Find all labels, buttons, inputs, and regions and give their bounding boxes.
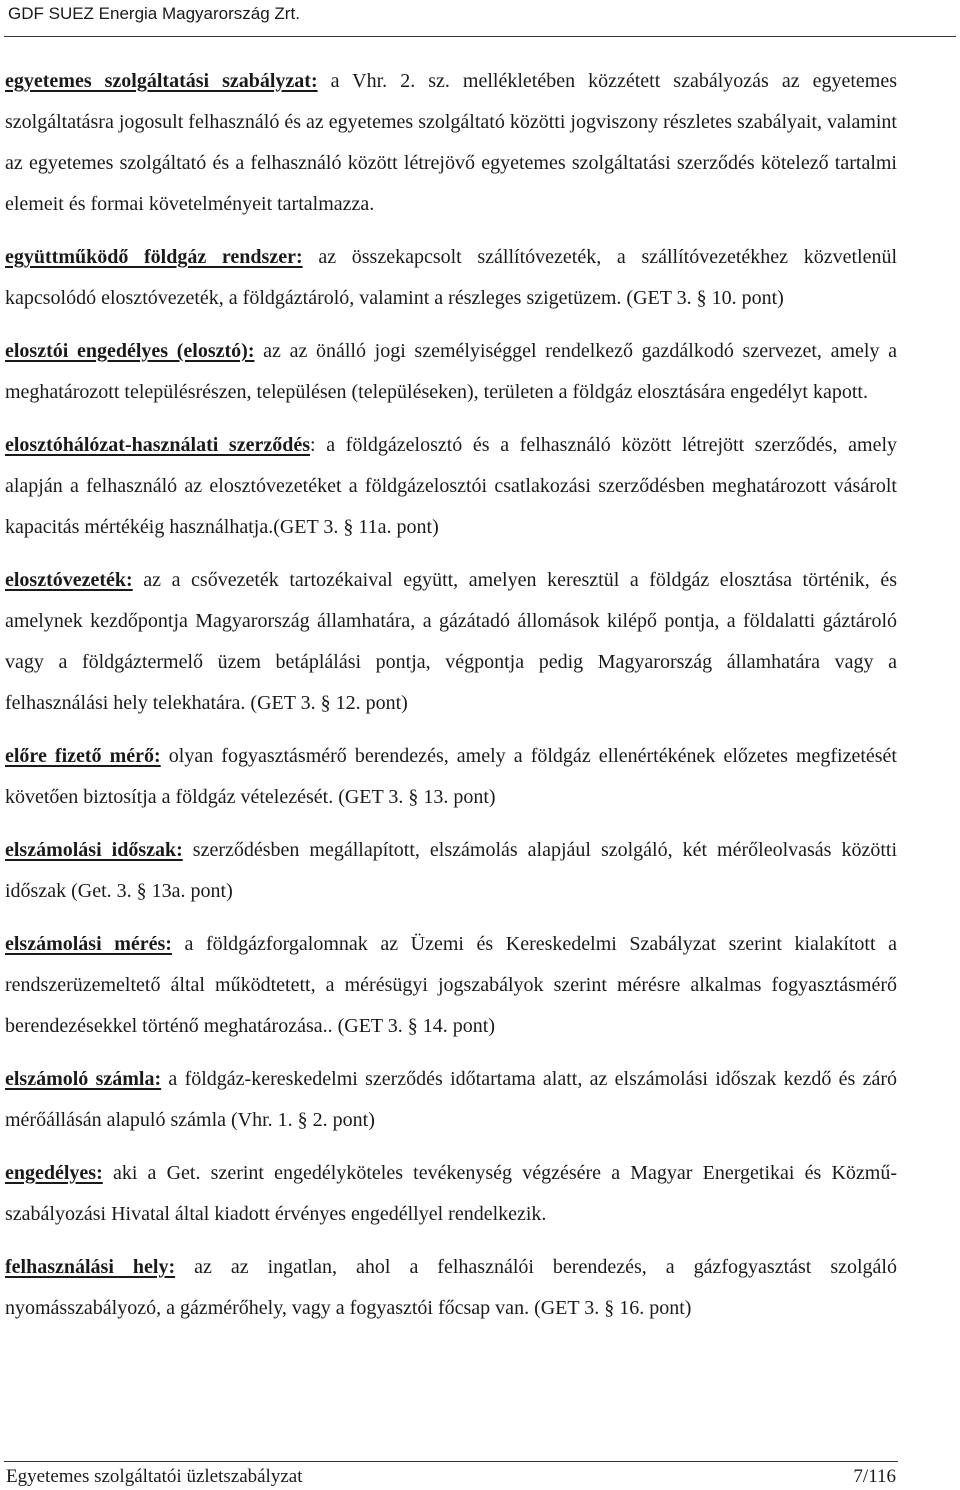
definition-term: elosztói engedélyes (elosztó): [5,340,255,362]
definition-term: felhasználási hely: [5,1256,176,1278]
definition-term: engedélyes: [5,1162,103,1184]
definition-text: aki a Get. szerint engedélyköteles tevékenység végzésére a Magyar Energetikai és Közmű-szabályozási Hivatal által kiadott érvényes engedéllyel rendelkezik. [5,1162,897,1225]
definition-text: a földgáz-kereskedelmi szerződés időtartama alatt, az elszámolási időszak kezdő és záró mérőállásán alapuló számla (Vhr. 1. § 2. pont) [5,1068,898,1131]
definition-paragraph [5,61,897,225]
company-name: GDF SUEZ Energia Magyarország Zrt. [8,4,300,23]
definition-paragraph [5,1059,897,1141]
definition-paragraph [5,560,897,724]
definition-paragraph [5,1153,897,1235]
page-number: 7/116 [853,1466,896,1487]
definition-paragraph [5,1247,897,1329]
definition-term: előre fizető mérő: [5,745,161,767]
definition-term: elszámoló számla: [5,1068,162,1090]
definition-text: olyan fogyasztásmérő berendezés, amely a földgáz ellenértékének előzetes megfizetését követően biztosítja a földgáz vételezését. (GET 3. § 13. pont) [5,745,897,808]
definition-term: elszámolási mérés: [5,933,172,955]
page-footer [4,1461,898,1490]
definition-text: a földgázforgalomnak az Üzemi és Kereskedelmi Szabályzat szerint kialakított a rendszerüzemeltető által működtetett, a mérésügyi jogszabályok szerint mérésre alkalmas fogyasztásmérő berendezésekkel történő meghatározása.. (GET 3. § 14. pont) [5,933,897,1037]
definition-term: együttműködő földgáz rendszer: [5,246,303,268]
definition-term: elosztóhálózat-használati szerződés [5,434,311,456]
document-body [5,61,897,1341]
definition-paragraph [5,331,897,413]
definition-term: elszámolási időszak: [5,839,183,861]
definition-term: elosztóvezeték: [5,569,133,591]
document-title: Egyetemes szolgáltatói üzletszabályzat [6,1466,303,1487]
definition-text: az az önálló jogi személyiséggel rendelkező gazdálkodó szervezet, amely a meghatározott településrészen, településen (településeken), területen a földgáz elosztására engedélyt kapott. [5,340,897,403]
definition-text: az összekapcsolt szállítóvezeték, a szállítóvezetékhez közvetlenül kapcsolódó elosztóvezeték, a földgáztároló, valamint a részleges szigetüzem. (GET 3. § 10. pont) [5,246,898,309]
definition-text: : a földgázelosztó és a felhasználó között létrejött szerződés, amely alapján a felhasználó az elosztóvezetéket a földgázelosztói csatlakozási szerződésben meghatározott vásárolt kapacitás mértékéig használhatja.(GET 3. § 11a. pont) [5,434,898,538]
definition-paragraph [5,830,897,912]
definition-paragraph [5,924,897,1047]
definition-paragraph [5,425,897,548]
page-header [4,0,956,37]
definition-term: egyetemes szolgáltatási szabályzat: [5,70,318,92]
definition-paragraph [5,237,897,319]
definition-text: szerződésben megállapított, elszámolás alapjául szolgáló, két mérőleolvasás közötti időszak (Get. 3. § 13a. pont) [5,839,897,902]
definition-paragraph [5,736,897,818]
definition-text: a Vhr. 2. sz. mellékletében közzétett szabályozás az egyetemes szolgáltatásra jogosult felhasználó és az egyetemes szolgáltató közötti jogviszony részletes szabályait, valamint az egyetemes szolgáltató és a felhasználó között létrejövő egyetemes szolgáltatási szerződés kötelező tartalmi elemeit és formai követelményeit tartalmazza. [5,70,897,215]
definition-text: az az ingatlan, ahol a felhasználói berendezés, a gázfogyasztást szolgáló nyomásszabályozó, a gázmérőhely, vagy a fogyasztói főcsap van. (GET 3. § 16. pont) [5,1256,897,1319]
definition-text: az a csővezeték tartozékaival együtt, amelyen keresztül a földgáz elosztása történik, és amelynek kezdőpontja Magyarország államhatára, a gázátadó állomások kilépő pontja, a földalatti gáztároló vagy a földgáztermelő üzem betáplálási pontja, végpontja pedig Magyarország államhatára vagy a felhasználási hely telekhatára. (GET 3. § 12. pont) [5,569,897,714]
